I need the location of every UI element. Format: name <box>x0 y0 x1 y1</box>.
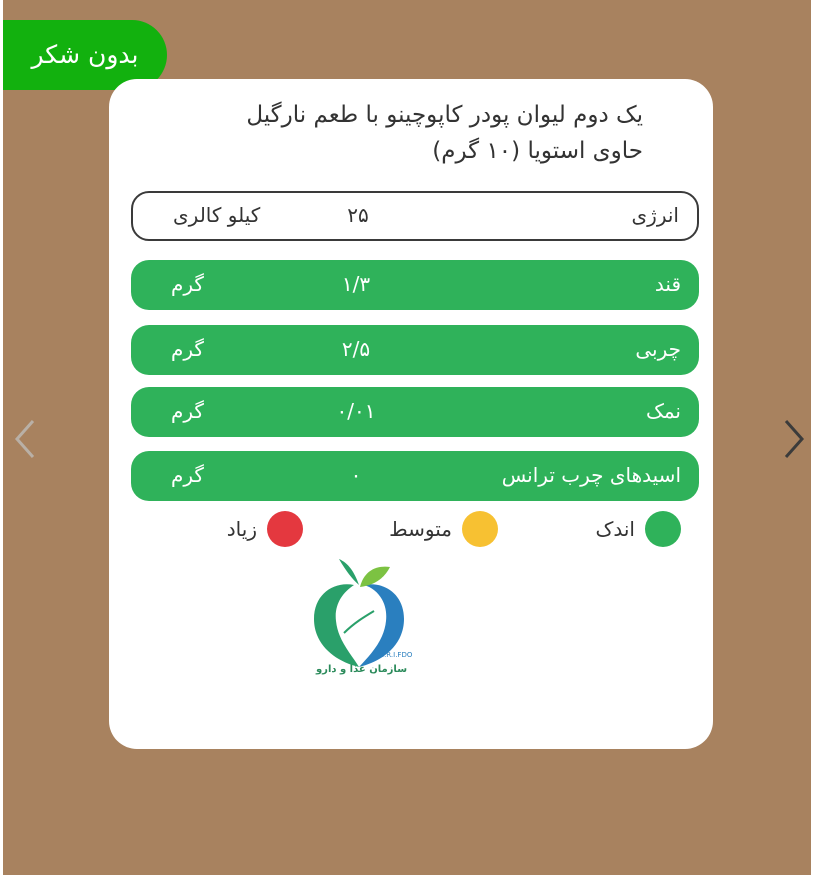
chevron-right-icon[interactable] <box>778 417 808 461</box>
legend-medium <box>389 509 498 549</box>
image-viewer <box>3 0 811 875</box>
product-title <box>143 97 643 169</box>
nutrient-unit: گرم <box>171 399 204 423</box>
nutrient-label: قند <box>654 272 681 296</box>
legend-low <box>595 509 681 549</box>
legend-medium-label: متوسط <box>389 517 452 541</box>
nutrient-label: نمک <box>645 399 681 423</box>
sugar-free-badge: بدون شکر <box>3 20 167 90</box>
energy-row <box>131 191 699 241</box>
nutrient-unit: گرم <box>171 337 204 361</box>
organization-name: سازمان غذا و دارو <box>315 664 408 675</box>
green-dot-icon <box>645 511 681 547</box>
nutrient-unit: گرم <box>171 272 204 296</box>
fat-row <box>131 325 699 375</box>
legend-high <box>227 509 303 549</box>
energy-unit: کیلو کالری <box>173 203 261 227</box>
nutrient-value: ۰/۰۱ <box>336 399 376 423</box>
nutrient-value: ۱/۳ <box>341 272 371 296</box>
energy-label: انرژی <box>631 203 679 227</box>
red-dot-icon <box>267 511 303 547</box>
yellow-dot-icon <box>462 511 498 547</box>
nutrient-label: چربی <box>635 337 681 361</box>
chevron-left-icon[interactable] <box>11 417 41 461</box>
product-title-line-1: یک دوم لیوان پودر کاپوچینو با طعم نارگیل <box>246 102 643 128</box>
legend-low-label: اندک <box>595 517 635 541</box>
trans-fat-row <box>131 451 699 501</box>
nutrition-label-card <box>109 79 713 749</box>
sugar-row <box>131 260 699 310</box>
salt-row <box>131 387 699 437</box>
nutrient-unit: گرم <box>171 463 204 487</box>
nutrient-value: ۲/۵ <box>341 337 371 361</box>
logo-abbreviation: I.R.I.FDO <box>382 651 413 659</box>
energy-value: ۲۵ <box>347 203 369 227</box>
product-title-line-2: حاوی استویا (۱۰ گرم) <box>432 138 643 164</box>
legend-high-label: زیاد <box>226 517 257 541</box>
nutrient-label: اسیدهای چرب ترانس <box>501 463 681 487</box>
nutrient-value: ۰ <box>350 463 362 487</box>
